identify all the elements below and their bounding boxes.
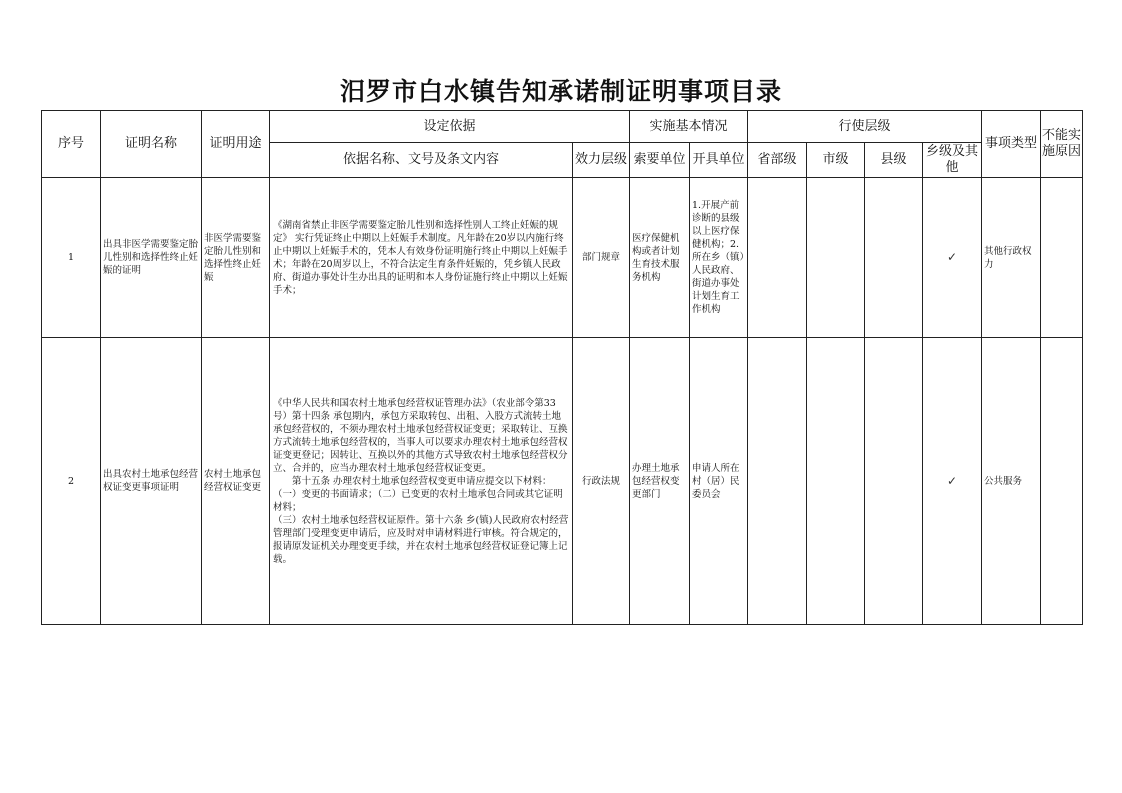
table-row [42, 338, 1083, 625]
certificate-table [41, 110, 1083, 625]
page-title: 汨罗市白水镇告知承诺制证明事项目录 [339, 77, 782, 106]
cell-level-city [807, 338, 865, 625]
check-mark-icon: ✓ [923, 338, 982, 625]
header-impl-group: 实施基本情况 [630, 111, 748, 143]
cell-reason [1041, 178, 1083, 338]
table-row [42, 178, 1083, 338]
header-level-county: 县级 [865, 143, 923, 178]
header-basis-group: 设定依据 [270, 111, 630, 143]
cell-level-county [865, 338, 923, 625]
cell-basis-level: 部门规章 [573, 178, 630, 338]
cell-purpose: 农村土地承包经营权证变更 [202, 338, 270, 625]
header-issue-unit: 开具单位 [690, 143, 748, 178]
cell-type: 其他行政权力 [982, 178, 1041, 338]
header-basis-level: 效力层级 [573, 143, 630, 178]
cell-issue-unit: 1.开展产前诊断的县级以上医疗保健机构；2.所在乡（镇）人民政府、街道办事处计划生育工作机构 [690, 178, 748, 338]
cell-issue-unit: 申请人所在村（居）民委员会 [690, 338, 748, 625]
header-no-impl-reason: 不能实施原因 [1041, 111, 1083, 178]
cell-request-unit: 医疗保健机构或者计划生育技术服务机构 [630, 178, 690, 338]
header-seq: 序号 [42, 111, 101, 178]
header-purpose: 证明用途 [202, 111, 270, 178]
cell-request-unit: 办理土地承包经营权变更部门 [630, 338, 690, 625]
check-mark-icon: ✓ [923, 178, 982, 338]
cell-name: 出具农村土地承包经营权证变更事项证明 [101, 338, 202, 625]
header-level-city: 市级 [807, 143, 865, 178]
header-basis-content: 依据名称、文号及条文内容 [270, 143, 573, 178]
header-level-township: 乡级及其他 [923, 143, 982, 178]
cell-seq: 2 [42, 338, 101, 625]
cell-basis-content: 《中华人民共和国农村土地承包经营权证管理办法》（农业部令第33号）第十四条 承包期内，承包方采取转包、出租、入股方式流转土地承包经营权的，不须办理农村土地承包经营权证变更；采取转让、互换方式流转土地承包经营权的，当事人可以要求办理农村土地承包经营权证变更登记；因转让、互换以外的其他方式导致农村土地承包经营权分立、合并的，应当办理农村土地承包经营权证变更。 第十五条 办理农村土地承包经营权变更申请应提交以下材料： （一）变更的书面请求；（二）已变更的农村土地承包合同或其它证明材料； （三）农村土地承包经营权证原件。第十六条 乡(镇)人民政府农村经营管理部门受理变更申请后，应及时对申请材料进行审核。符合规定的，报请原发证机关办理变更手续，并在农村土地承包经营权证登记簿上记载。 [270, 338, 573, 625]
cell-level-city [807, 178, 865, 338]
cell-basis-level: 行政法规 [573, 338, 630, 625]
cell-level-province [748, 338, 807, 625]
header-request-unit: 索要单位 [630, 143, 690, 178]
cell-level-county [865, 178, 923, 338]
cell-seq: 1 [42, 178, 101, 338]
cell-purpose: 非医学需要鉴定胎儿性别和选择性终止妊娠 [202, 178, 270, 338]
cell-type: 公共服务 [982, 338, 1041, 625]
cell-basis-content: 《湖南省禁止非医学需要鉴定胎儿性别和选择性别人工终止妊娠的规定》 实行凭证终止中期以上妊娠手术制度。凡年龄在20岁以内施行终止中期以上妊娠手术的，凭本人有效身份证明施行终止中期以上妊娠手术；年龄在20周岁以上，不符合法定生育条件妊娠的，凭乡镇人民政府、街道办事处计生办出具的证明和本人身份证施行终止中期以上妊娠手术； [270, 178, 573, 338]
header-level-province: 省部级 [748, 143, 807, 178]
cell-level-province [748, 178, 807, 338]
header-type: 事项类型 [982, 111, 1041, 178]
header-name: 证明名称 [101, 111, 202, 178]
cell-name: 出具非医学需要鉴定胎儿性别和选择性终止妊娠的证明 [101, 178, 202, 338]
header-level-group: 行使层级 [748, 111, 982, 143]
cell-reason [1041, 338, 1083, 625]
